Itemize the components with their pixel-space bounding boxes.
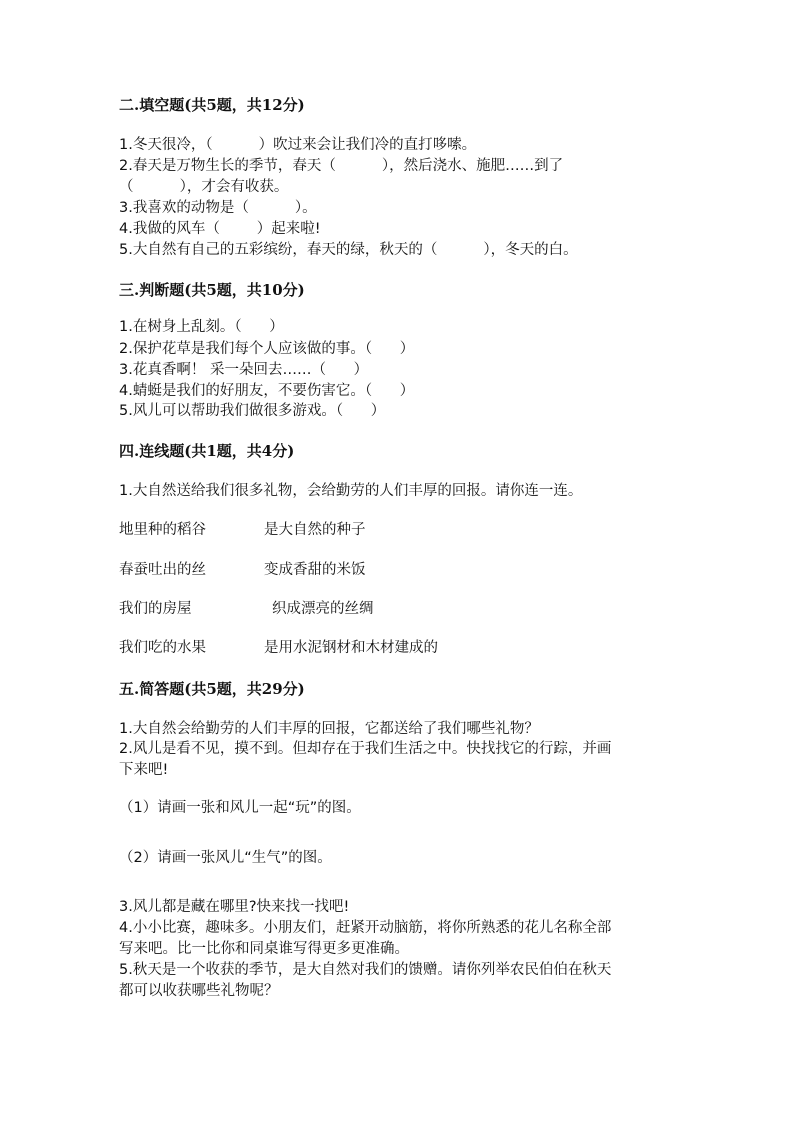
match-left-item: 地里种的稻谷 (119, 522, 206, 538)
question-line: 下来吧! (119, 762, 169, 778)
question-line: 4.我做的风车（ ）起来啦! (119, 221, 321, 237)
question-line: 5.秋天是一个收获的季节，是大自然对我们的馈赠。请你列举农民伯伯在秋天 (119, 962, 612, 978)
question-line: （1）请画一张和风儿一起“玩”的图。 (119, 800, 361, 816)
question-line: 1.冬天很冷，（ ）吹过来会让我们冷的直打哆嗦。 (119, 137, 477, 153)
match-left-item: 我们的房屋 (119, 601, 192, 617)
question-line: 2.风儿是看不见，摸不到。但却存在于我们生活之中。快找找它的行踪，并画 (119, 741, 612, 757)
question-line: 4.小小比赛，趣味多。小朋友们，赶紧开动脑筋，将你所熟悉的花儿名称全部 (119, 920, 612, 936)
section-heading: 五.简答题(共5题，共29分) (119, 680, 305, 698)
question-line: （ ），才会有收获。 (119, 179, 289, 195)
match-right-item: 变成香甜的米饭 (264, 562, 366, 578)
section-heading: 三.判断题(共5题，共10分) (119, 281, 305, 299)
section-heading: 四.连线题(共1题，共4分) (119, 442, 295, 460)
match-right-item: 是大自然的种子 (264, 522, 366, 538)
question-line: 2.春天是万物生长的季节，春天（ ），然后浇水、施肥……到了 (119, 158, 564, 174)
question-line: 3.我喜欢的动物是（ ）。 (119, 200, 317, 216)
question-line: 1.在树身上乱刻。（ ） (119, 319, 284, 335)
question-line: 5.风儿可以帮助我们做很多游戏。（ ） (119, 403, 386, 419)
match-left-item: 我们吃的水果 (119, 640, 206, 656)
match-right-item: 是用水泥钢材和木材建成的 (264, 640, 438, 656)
question-line: 2.保护花草是我们每个人应该做的事。（ ） (119, 341, 415, 357)
match-right-item: 织成漂亮的丝绸 (272, 601, 374, 617)
question-line: 3.风儿都是藏在哪里?快来找一找吧! (119, 899, 350, 915)
question-line: （2）请画一张风儿“生气”的图。 (119, 850, 332, 866)
question-line: 都可以收获哪些礼物呢？ (119, 983, 279, 999)
question-line: 1.大自然送给我们很多礼物，会给勤劳的人们丰厚的回报。请你连一连。 (119, 483, 583, 499)
section-heading: 二.填空题(共5题，共12分) (119, 96, 305, 114)
question-line: 写来吧。比一比你和同桌谁写得更多更准确。 (119, 941, 409, 957)
question-line: 5.大自然有自己的五彩缤纷，春天的绿，秋天的（ ），冬天的白。 (119, 242, 578, 258)
question-line: 1.大自然会给勤劳的人们丰厚的回报，它都送给了我们哪些礼物？ (119, 721, 539, 737)
match-left-item: 春蚕吐出的丝 (119, 562, 206, 578)
question-line: 4.蜻蜓是我们的好朋友，不要伤害它。（ ） (119, 383, 415, 399)
question-line: 3.花真香啊！ 采一朵回去……（ ） (119, 362, 369, 378)
